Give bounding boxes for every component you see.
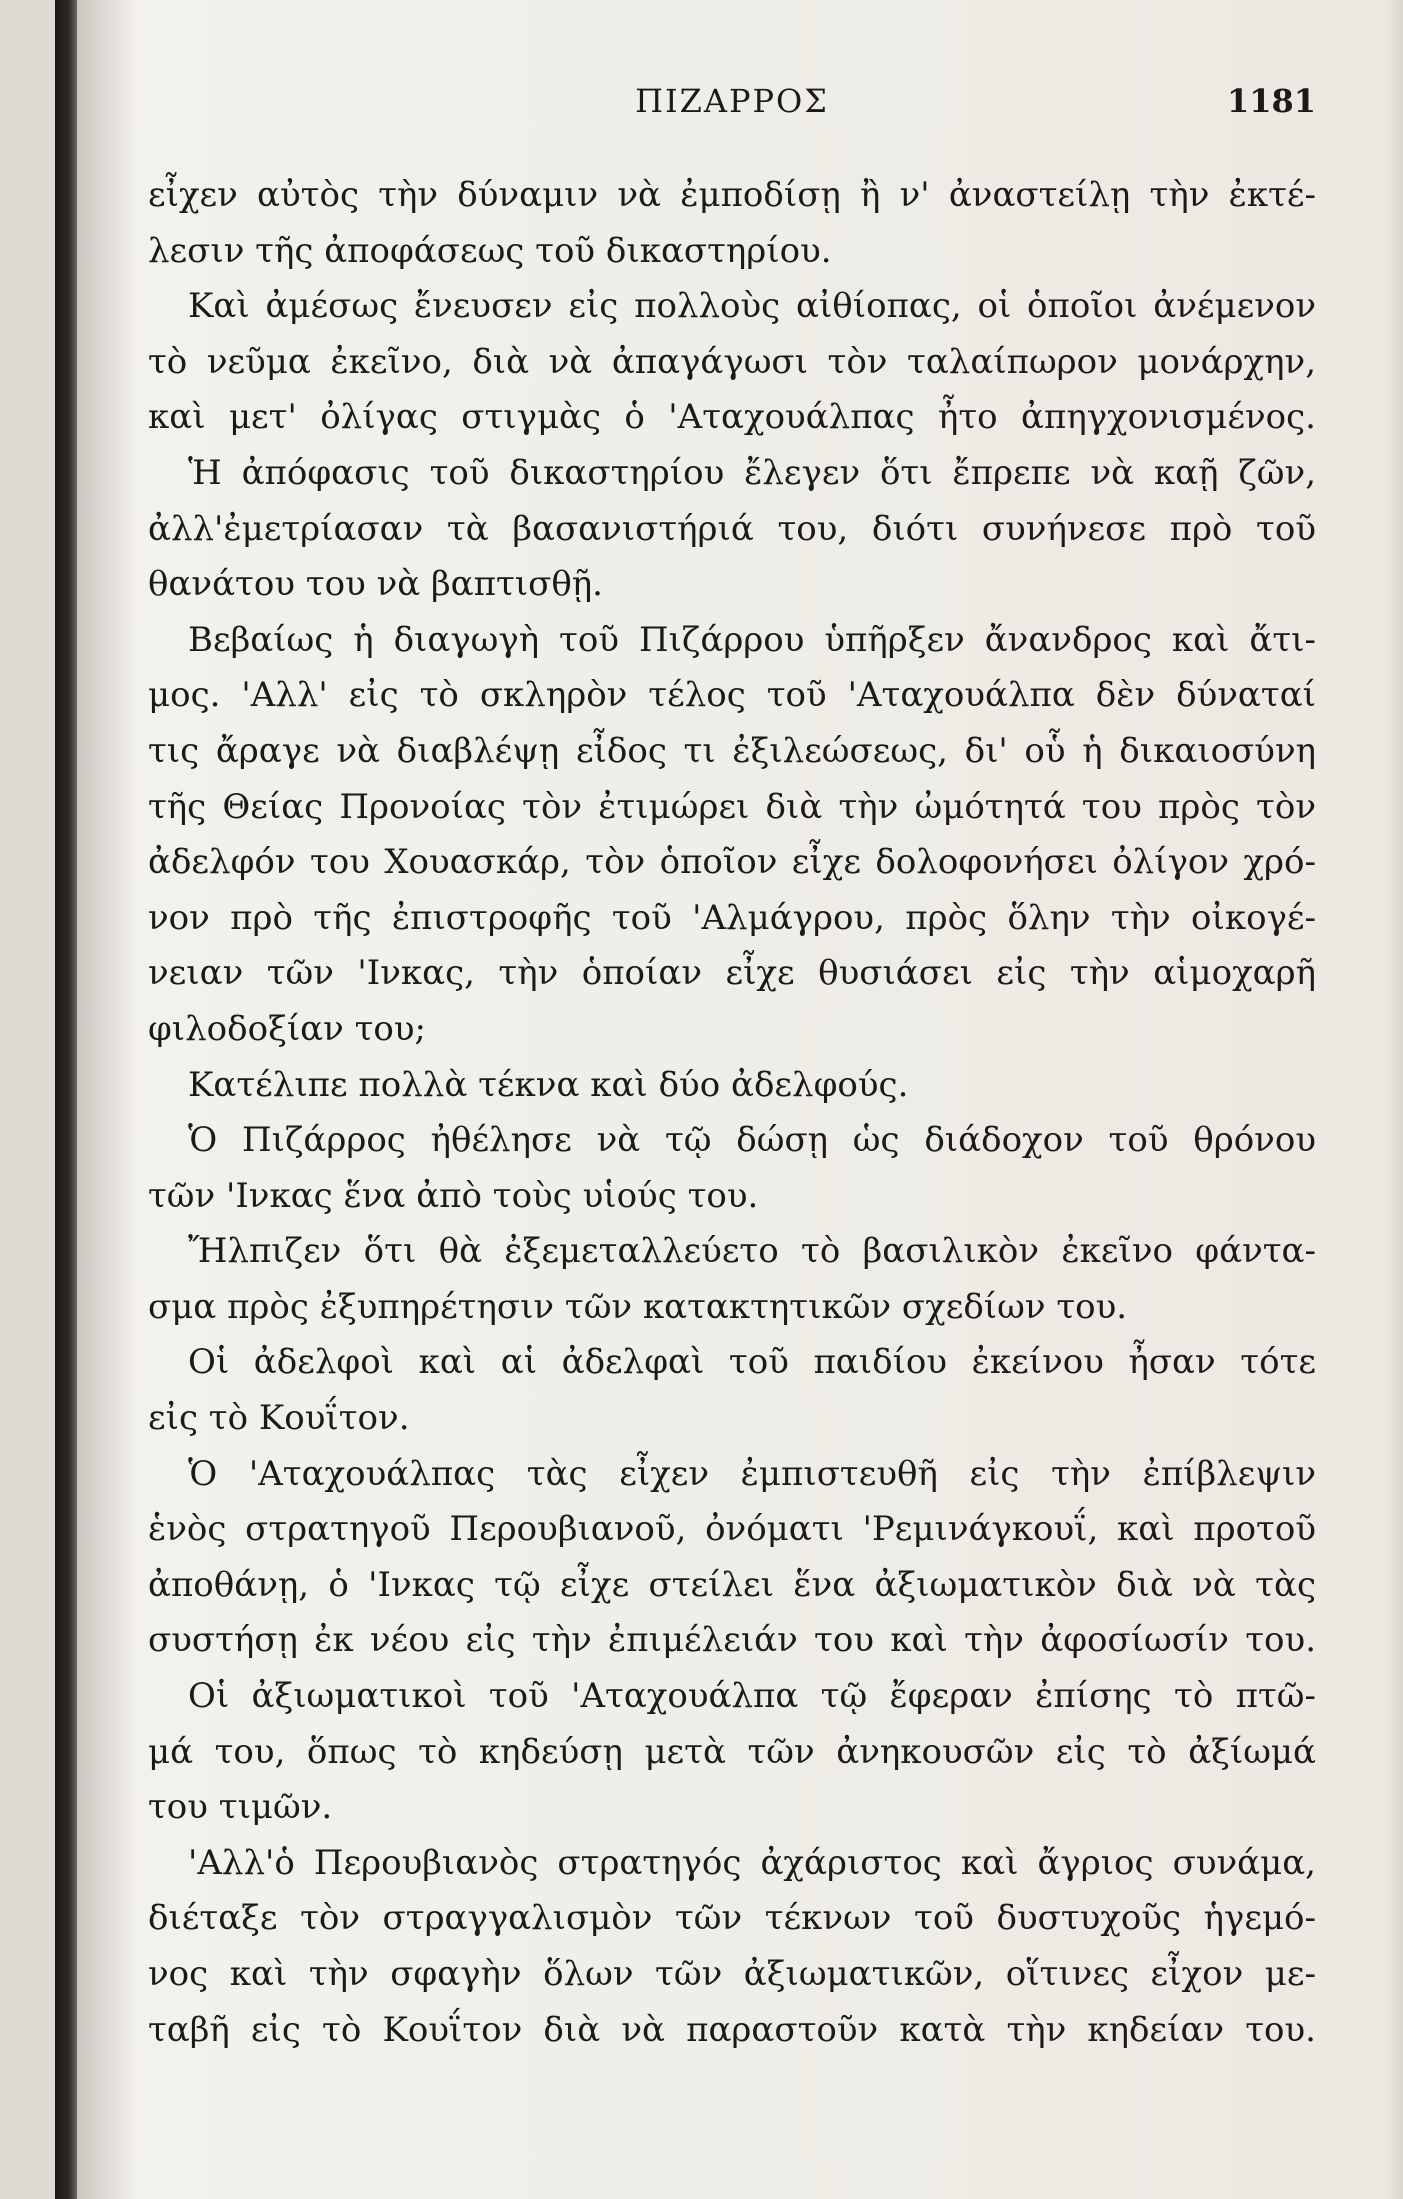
body-text [148, 168, 1316, 2058]
text-line: εἶχεν αὐτὸς τὴν δύναμιν νὰ ἐμποδίσῃ ἢ ν' ἀναστείλῃ τὴν ἐκτέ- [148, 175, 1316, 215]
text-line: Οἱ ἀξιωματικοὶ τοῦ 'Αταχουάλπα τῷ ἔφεραν ἐπίσης τὸ πτῶ- [188, 1676, 1316, 1717]
text-line: Κατέλιπε πολλὰ τέκνα καὶ δύο ἀδελφούς. [188, 1064, 909, 1105]
text-line: διέταξε τὸν στραγγαλισμὸν τῶν τέκνων τοῦ δυστυχοῦς ἡγεμό- [148, 1898, 1316, 1939]
page-number: 1181 [1226, 82, 1316, 120]
text-line: Ὁ 'Αταχουάλπας τὰς εἶχεν ἐμπιστευθῆ εἰς τὴν ἐπίβλεψιν [188, 1453, 1316, 1494]
text-line: Ἡ ἀπόφασις τοῦ δικαστηρίου ἔλεγεν ὅτι ἔπρεπε νὰ καῇ ζῶν, [188, 452, 1316, 493]
text-line: εἰς τὸ Κουΐτον. [148, 1398, 410, 1439]
text-line: νος καὶ τὴν σφαγὴν ὅλων τῶν ἀξιωματικῶν, οἵτινες εἶχον με- [148, 1954, 1316, 1994]
text-line: θανάτου του νὰ βαπτισθῇ. [148, 564, 603, 605]
right-page-edge [1385, 0, 1403, 2199]
text-line: φιλοδοξίαν του; [148, 1008, 426, 1049]
text-line: καὶ μετ' ὀλίγας στιγμὰς ὁ 'Αταχουάλπας ἦτο ἀπηγχονισμένος. [148, 397, 1316, 438]
gutter-shadow [77, 0, 137, 2199]
text-line: μά του, ὅπως τὸ κηδεύσῃ μετὰ τῶν ἀνηκουσῶν εἰς τὸ ἀξίωμά [148, 1731, 1316, 1772]
text-line: Καὶ ἀμέσως ἔνευσεν εἰς πολλοὺς αἰθίοπας, οἱ ὁποῖοι ἀνέμενον [188, 286, 1316, 327]
text-line: τῆς Θείας Προνοίας τὸν ἐτιμώρει διὰ τὴν ὠμότητά του πρὸς τὸν [148, 786, 1316, 827]
text-line: τις ἄραγε νὰ διαβλέψῃ εἶδος τι ἐξιλεώσεως, δι' οὗ ἡ δικαιοσύνη [148, 730, 1316, 771]
text-line: του τιμῶν. [148, 1787, 333, 1828]
text-line: ἀποθάνῃ, ὁ 'Ινκας τῷ εἶχε στείλει ἕνα ἀξιωματικὸν διὰ νὰ τὰς [148, 1564, 1316, 1605]
text-line: ταβῆ εἰς τὸ Κουΐτον διὰ νὰ παραστοῦν κατὰ τὴν κηδείαν του. [148, 2009, 1316, 2050]
text-line: ἑνὸς στρατηγοῦ Περουβιανοῦ, ὀνόματι 'Ρεμινάγκουΐ, καὶ προτοῦ [148, 1509, 1316, 1550]
text-line: μος. 'Αλλ' εἰς τὸ σκληρὸν τέλος τοῦ 'Αταχουάλπα δὲν δύναταί [148, 675, 1316, 716]
text-line: ἀλλ'ἐμετρίασαν τὰ βασανιστήριά του, διότι συνήνεσε πρὸ τοῦ [148, 508, 1316, 549]
text-line: σμα πρὸς ἐξυπηρέτησιν τῶν κατακτητικῶν σχεδίων του. [148, 1286, 1128, 1327]
running-title: ΠΙΖΑΡΡΟΣ [635, 82, 829, 120]
text-line: συστήσῃ ἐκ νέου εἰς τὴν ἐπιμέλειάν του καὶ τὴν ἀφοσίωσίν του. [148, 1620, 1316, 1661]
running-head [148, 82, 1316, 132]
text-line: Ὁ Πιζάρρος ἠθέλησε νὰ τῷ δώσῃ ὡς διάδοχον τοῦ θρόνου [188, 1120, 1316, 1161]
text-line: Βεβαίως ἡ διαγωγὴ τοῦ Πιζάρρου ὑπῆρξεν ἄνανδρος καὶ ἄτι- [188, 619, 1316, 660]
binding-shadow [55, 0, 77, 2199]
text-line: τῶν 'Ινκας ἕνα ἀπὸ τοὺς υἱούς του. [148, 1175, 759, 1216]
text-line: Οἱ ἀδελφοὶ καὶ αἱ ἀδελφαὶ τοῦ παιδίου ἐκείνου ἦσαν τότε [188, 1342, 1316, 1383]
text-line: ἀδελφόν του Χουασκάρ, τὸν ὁποῖον εἶχε δολοφονήσει ὀλίγον χρό- [148, 842, 1316, 883]
text-line: νειαν τῶν 'Ινκας, τὴν ὁποίαν εἶχε θυσιάσει εἰς τὴν αἱμοχαρῆ [148, 953, 1316, 994]
text-line: νον πρὸ τῆς ἐπιστροφῆς τοῦ 'Αλμάγρου, πρὸς ὅλην τὴν οἰκογέ- [148, 897, 1316, 938]
text-line: τὸ νεῦμα ἐκεῖνο, διὰ νὰ ἀπαγάγωσι τὸν ταλαίπωρον μονάρχην, [148, 341, 1316, 382]
text-line: λεσιν τῆς ἀποφάσεως τοῦ δικαστηρίου. [148, 230, 832, 271]
text-line: 'Αλλ'ὁ Περουβιανὸς στρατηγός ἀχάριστος καὶ ἄγριος συνάμα, [188, 1842, 1316, 1883]
text-line: Ἤλπιζεν ὅτι θὰ ἐξεμεταλλεύετο τὸ βασιλικὸν ἐκεῖνο φάντα- [188, 1231, 1316, 1272]
left-page-edge [0, 0, 55, 2199]
